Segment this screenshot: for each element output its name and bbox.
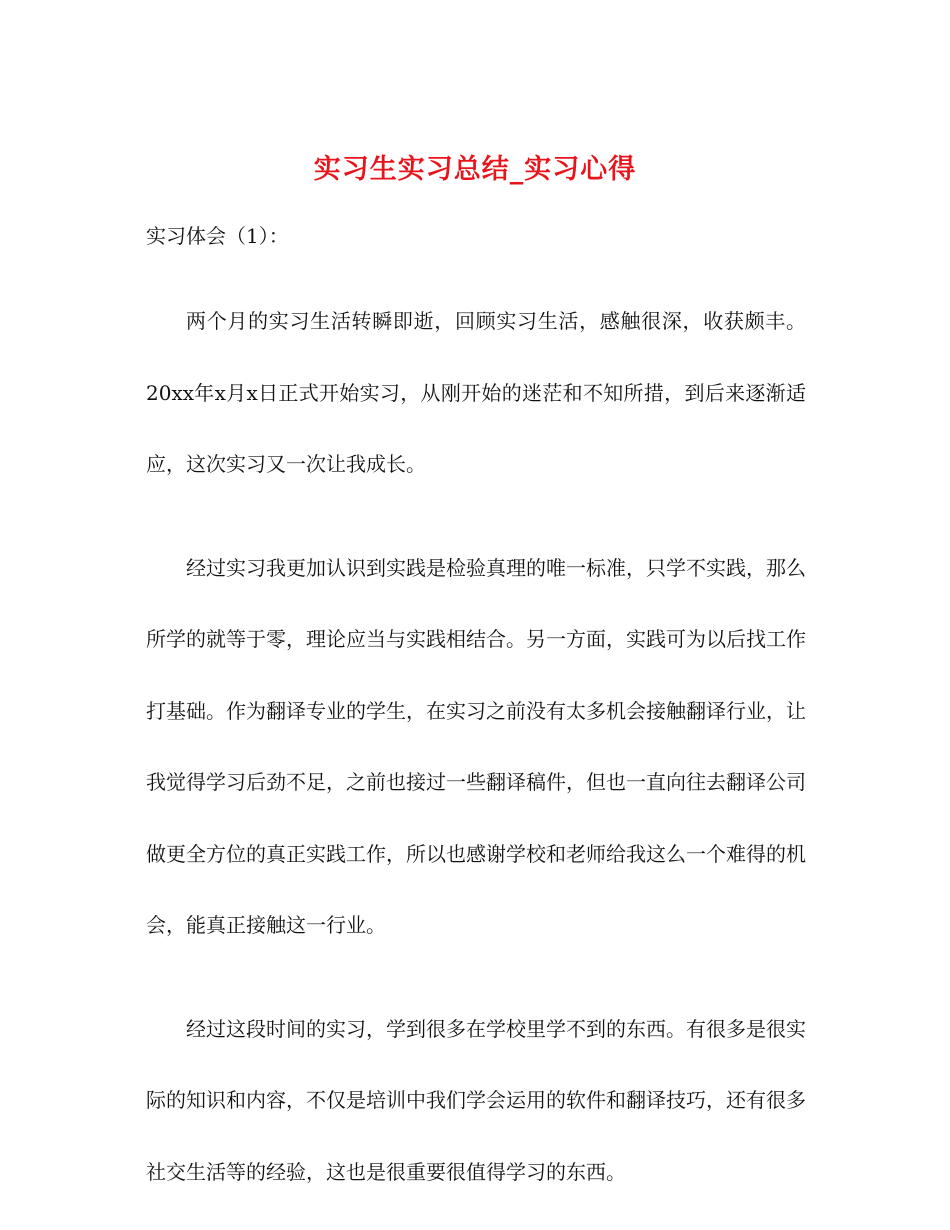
paragraph-3: 经过这段时间的实习，学到很多在学校里学不到的东西。有很多是很实际的知识和内容，不仅是培训中我们学会运用的软件和翻译技巧，还有很多社交生活等的经验，这也是很重要很值得学习的东西。 (146, 1016, 806, 1184)
document-title: 实习生实习总结_实习心得 (313, 154, 637, 186)
paragraph-1: 两个月的实习生活转瞬即逝，回顾实习生活，感触很深，收获颇丰。20xx年x月x日正式开始实习，从刚开始的迷茫和不知所措，到后来逐渐适应，这次实习又一次让我成长。 (146, 309, 806, 476)
document-body (146, 218, 806, 1208)
paragraph-2: 经过实习我更加认识到实践是检验真理的唯一标准，只学不实践，那么所学的就等于零，理论应当与实践相结合。另一方面，实践可为以后找工作打基础。作为翻译专业的学生，在实习之前没有太多机会接触翻译行业，让我觉得学习后劲不足，之前也接过一些翻译稿件，但也一直向往去翻译公司做更全方位的真正实践工作，所以也感谢学校和老师给我这么一个难得的机会，能真正接触这一行业。 (146, 555, 806, 937)
section-label: 实习体会（1）： (146, 224, 289, 248)
